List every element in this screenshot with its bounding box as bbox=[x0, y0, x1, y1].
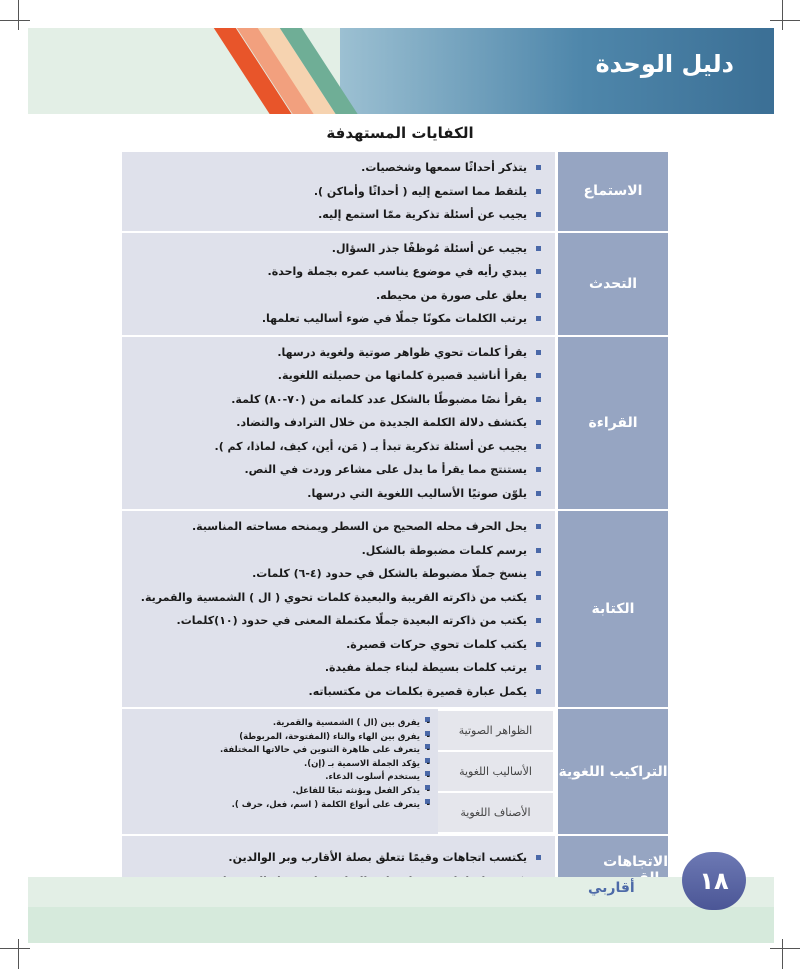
crop-mark bbox=[782, 0, 783, 30]
subcategory-cell: الأساليب اللغوية bbox=[438, 752, 553, 791]
competency-item: يجيب عن أسئلة تذكرية ممّا استمع إليه. bbox=[130, 203, 543, 227]
crop-mark bbox=[770, 20, 800, 21]
competency-item: يكتب من ذاكرته القريبة والبعيدة كلمات تحوي ( ال ) الشمسية والقمرية. bbox=[130, 586, 543, 610]
competency-item: يرتب الكلمات مكونًا جملًا في ضوء أساليب تعلمها. bbox=[130, 307, 543, 331]
structure-item: - يفرق بين الهاء والتاء (المفتوحة، المربوطة) bbox=[128, 731, 430, 745]
category-cell: التحدث bbox=[555, 233, 668, 335]
header-banner bbox=[28, 28, 774, 114]
row-writing bbox=[122, 509, 668, 707]
unit-title: دليل الوحدة bbox=[595, 50, 734, 78]
structure-item: - يتعرف على ظاهرة التنوين في حالاتها المختلفة. bbox=[128, 744, 430, 758]
footer-bar bbox=[28, 907, 774, 943]
competency-item: يرسم كلمات مضبوطة بالشكل. bbox=[130, 539, 543, 563]
category-cell: التراكيب اللغوية bbox=[555, 709, 668, 834]
competency-item: يتذكر أحداثًا سمعها وشخصيات. bbox=[130, 156, 543, 180]
crop-mark bbox=[782, 939, 783, 969]
book-name: أقاربي bbox=[588, 880, 635, 896]
category-cell: الاتجاهات bbox=[555, 836, 668, 903]
category-cell: الكتابة bbox=[555, 511, 668, 707]
crop-mark bbox=[0, 948, 30, 949]
competency-item: يرتب كلمات بسيطة لبناء جملة مفيدة. bbox=[130, 656, 543, 680]
structure-item: - يؤكد الجملة الاسمية بـ (إن). bbox=[128, 758, 430, 772]
competency-item: يكتب من ذاكرته البعيدة جملًا مكتملة المعنى في حدود (١٠)كلمات. bbox=[130, 609, 543, 633]
crop-mark bbox=[0, 20, 30, 21]
competency-list bbox=[122, 233, 555, 335]
competency-item: يجيب عن أسئلة تذكرية تبدأ بـ ( مَن، أين، كيف، لماذا، كم ). bbox=[130, 435, 543, 459]
crop-mark bbox=[18, 0, 19, 30]
structure-item: - يفرق بين (ال ) الشمسية والقمرية. bbox=[128, 717, 430, 731]
competency-item: يكتشف دلالة الكلمة الجديدة من خلال الترادف والتضاد. bbox=[130, 411, 543, 435]
subcategory-column bbox=[438, 709, 555, 834]
row-speaking bbox=[122, 231, 668, 335]
competency-item: يكتسب اتجاهات وقيمًا تتعلق بصلة الأقارب وبر الوالدين. bbox=[130, 846, 543, 870]
competency-item: يكتب كلمات تحوي حركات قصيرة. bbox=[130, 633, 543, 657]
crop-mark bbox=[770, 948, 800, 949]
competency-item: يلوّن صوتيًا الأساليب اللغوية التي درسها. bbox=[130, 482, 543, 506]
competency-item: يلتقط مما استمع إليه ( أحداثًا وأماكن ). bbox=[130, 180, 543, 204]
competency-list bbox=[122, 337, 555, 510]
crop-mark bbox=[18, 939, 19, 969]
structures-body bbox=[122, 709, 555, 834]
competency-list bbox=[122, 511, 555, 707]
structure-item: - يذكر الفعل ويؤنثه تبعًا للفاعل. bbox=[128, 785, 430, 799]
competency-list bbox=[122, 152, 555, 231]
category-cell: الاستماع bbox=[555, 152, 668, 231]
footer-band bbox=[28, 877, 774, 907]
structures-list bbox=[122, 709, 438, 834]
row-structures bbox=[122, 707, 668, 834]
subcategory-cell: الأصناف اللغوية bbox=[438, 793, 553, 832]
section-title: الكفايات المستهدفة bbox=[326, 124, 474, 142]
competency-item: يجيب عن أسئلة مُوظفًا جذر السؤال. bbox=[130, 237, 543, 261]
competency-item: يحل الحرف محله الصحيح من السطر ويمنحه مساحته المناسبة. bbox=[130, 515, 543, 539]
row-reading bbox=[122, 335, 668, 510]
structure-item: - يتعرف على أنواع الكلمة ( اسم، فعل، حرف ). bbox=[128, 799, 430, 813]
competency-item: يستنتج مما يقرأ ما يدل على مشاعر وردت في النص. bbox=[130, 458, 543, 482]
competency-item: يعلق على صورة من محيطه. bbox=[130, 284, 543, 308]
page-number-badge: ١٨ bbox=[682, 852, 746, 910]
category-cell: القراءة bbox=[555, 337, 668, 510]
competency-item: ينسخ جملًا مضبوطة بالشكل في حدود (٤-٦) كلمات. bbox=[130, 562, 543, 586]
subcategory-cell: الظواهر الصوتية bbox=[438, 711, 553, 750]
row-listening bbox=[122, 152, 668, 231]
structure-item: - يستخدم أسلوب الدعاء. bbox=[128, 771, 430, 785]
competency-item: يقرأ كلمات تحوي ظواهر صوتية ولغوية درسها. bbox=[130, 341, 543, 365]
competency-item: يقرأ نصًا مضبوطًا بالشكل عدد كلماته من (٧٠-٨٠) كلمة. bbox=[130, 388, 543, 412]
competency-item: يقرأ أناشيد قصيرة كلماتها من حصيلته اللغوية. bbox=[130, 364, 543, 388]
competencies-table bbox=[122, 152, 668, 903]
competency-item: يكمل عبارة قصيرة بكلمات من مكتسباته. bbox=[130, 680, 543, 704]
competency-item: يبدي رأيه في موضوع يناسب عمره بجملة واحدة. bbox=[130, 260, 543, 284]
